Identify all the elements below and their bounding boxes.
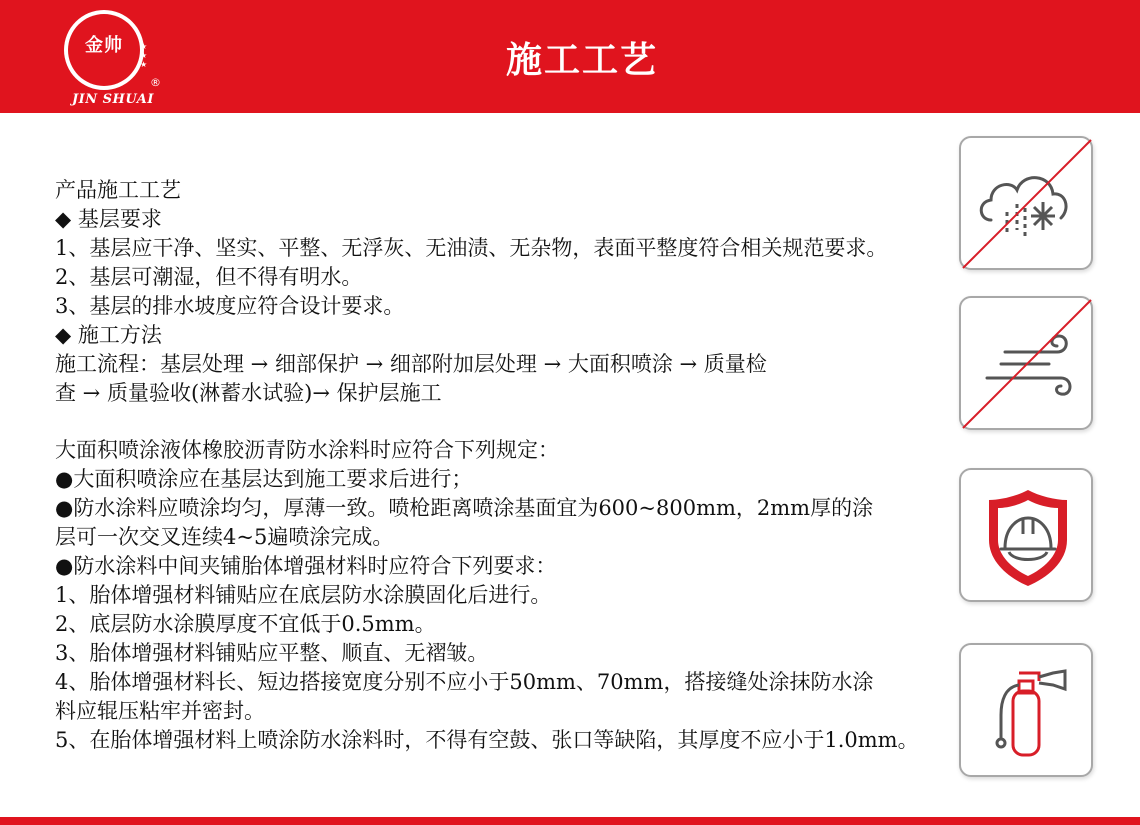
text-line: 3、基层的排水坡度应符合设计要求。 xyxy=(55,294,405,318)
safety-helmet-card xyxy=(959,468,1093,602)
brand-logo xyxy=(58,6,168,108)
text-line: 1、胎体增强材料铺贴应在底层防水涂膜固化后进行。 xyxy=(55,583,552,607)
text-line: 查 → 质量验收(淋蓄水试验)→ 保护层施工 xyxy=(55,381,442,405)
safety-helmet-icon xyxy=(961,470,1095,604)
paragraph-gap xyxy=(55,408,945,436)
text-line: 2、底层防水涂膜厚度不宜低于0.5mm。 xyxy=(55,612,436,636)
text-line: 2、基层可潮湿，但不得有明水。 xyxy=(55,265,363,289)
text-line: 层可一次交叉连续4~5遍喷涂完成。 xyxy=(55,525,394,549)
logo-stars: ★ ★ ★ xyxy=(140,42,148,69)
text-line: ●大面积喷涂应在基层达到施工要求后进行； xyxy=(55,467,473,491)
fire-extinguisher-card xyxy=(959,643,1093,777)
text-line: ●防水涂料中间夹铺胎体增强材料时应符合下列要求： xyxy=(55,554,557,578)
text-line: 4、胎体增强材料长、短边搭接宽度分别不应小于50mm、70mm，搭接缝处涂抹防水涂 xyxy=(55,670,874,694)
construction-text xyxy=(55,176,945,755)
text-line: 5、在胎体增强材料上喷涂防水涂料时，不得有空鼓、张口等缺陷，其厚度不应小于1.0mm。 xyxy=(55,728,919,752)
text-line: 产品施工工艺 xyxy=(55,178,181,202)
text-line: ◆ 施工方法 xyxy=(55,323,162,347)
logo-chinese-name: 金帅 xyxy=(85,35,123,56)
no-wind-icon xyxy=(961,298,1095,432)
footer-bar xyxy=(0,817,1140,825)
registered-mark: ® xyxy=(150,76,161,89)
no-wind-card xyxy=(959,296,1093,430)
no-rain-snow-icon xyxy=(961,138,1095,272)
text-line: 大面积喷涂液体橡胶沥青防水涂料时应符合下列规定： xyxy=(55,438,559,462)
text-line: 料应辊压粘牢并密封。 xyxy=(55,699,265,723)
text-line: 3、胎体增强材料铺贴应平整、顺直、无褶皱。 xyxy=(55,641,489,665)
text-line: ●防水涂料应喷涂均匀，厚薄一致。喷枪距离喷涂基面宜为600~800mm，2mm厚的涂 xyxy=(55,496,874,520)
logo-circle xyxy=(64,10,144,90)
text-line: ◆ 基层要求 xyxy=(55,207,162,231)
text-line: 施工流程：基层处理 → 细部保护 → 细部附加层处理 → 大面积喷涂 → 质量检 xyxy=(55,352,767,376)
logo-english-name: JIN SHUAI xyxy=(72,92,154,107)
text-line: 1、基层应干净、坚实、平整、无浮灰、无油渍、无杂物，表面平整度符合相关规范要求。 xyxy=(55,236,888,260)
page-title: 施工工艺 xyxy=(505,40,658,81)
no-rain-snow-card xyxy=(959,136,1093,270)
header-banner xyxy=(0,0,1140,113)
fire-extinguisher-icon xyxy=(961,645,1095,779)
